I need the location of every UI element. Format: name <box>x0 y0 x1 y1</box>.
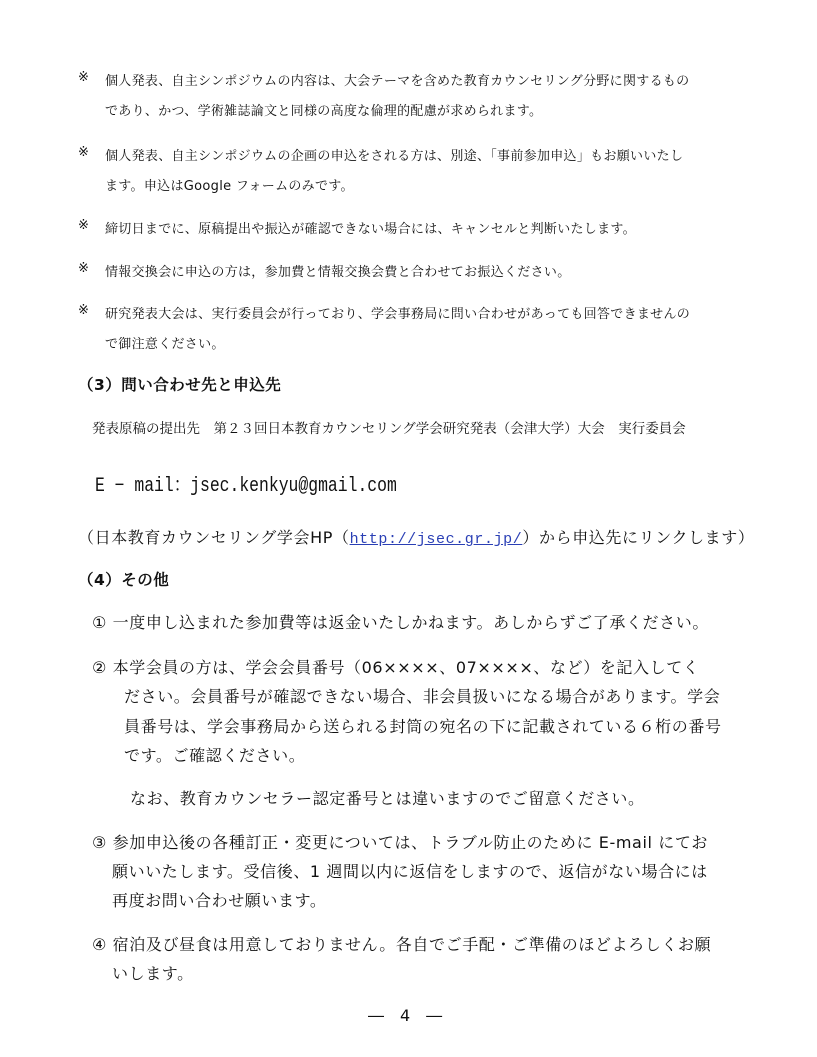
homepage-note <box>78 525 754 548</box>
item-3-line-3: 再度お問い合わせ願います。 <box>112 891 327 910</box>
item-1 <box>92 610 709 633</box>
item-2-line-2: ださい。会員番号が確認できない場合、非会員扱いになる場合があります。学会 <box>124 687 721 706</box>
note-mark: ※ <box>78 261 89 276</box>
homepage-note-prefix: （日本教育カウンセリング学会HP（ <box>78 528 350 547</box>
homepage-link[interactable]: http://jsec.gr.jp/ <box>349 531 523 548</box>
item-number: ① <box>92 613 107 632</box>
note-mark: ※ <box>78 145 89 160</box>
item-2-extra: なお、教育カウンセラー認定番号とは違いますのでご留意ください。 <box>130 789 645 808</box>
note-mark: ※ <box>78 70 89 85</box>
item-2-line-1: 本学会員の方は、学会会員番号（06××××、07××××、など）を記入してく <box>112 658 700 677</box>
item-4-line-1: 宿泊及び昼食は用意しておりません。各自でご手配・ご準備のほどよろしくお願 <box>112 935 712 954</box>
note-3-line-1: 締切日までに、原稿提出や振込が確認できない場合には、キャンセルと判断いたします。 <box>105 222 636 237</box>
item-2 <box>92 655 699 678</box>
note-5-line-2: で御注意ください。 <box>105 337 225 352</box>
note-mark: ※ <box>78 303 89 318</box>
item-2-line-3: 員番号は、学会事務局から送られる封筒の宛名の下に記載されている６桁の番号 <box>124 717 722 736</box>
item-4-line-2: いします。 <box>112 964 194 983</box>
item-1-line-1: 一度申し込まれた参加費等は返金いたしかねます。あしからずご了承ください。 <box>112 613 709 632</box>
note-5-line-1: 研究発表大会は、実行委員会が行っており、学会事務局に問い合わせがあっても回答できませんの <box>105 307 691 322</box>
note-2-line-1: 個人発表、自主シンポジウムの企画の申込をされる方は、別途、「事前参加申込」もお願いいたし <box>105 149 684 164</box>
note-4-line-1: 情報交換会に申込の方は，参加費と情報交換会費と合わせてお振込ください。 <box>105 265 571 280</box>
note-1-line-2: であり、かつ、学術雑誌論文と同様の高度な倫理的配慮が求められます。 <box>105 104 543 119</box>
email-address: E − mail：jsec.kenkyu@gmail.com <box>95 475 397 498</box>
item-3-line-2: 願いいたします。受信後、1 週間以内に返信をしますので、返信がない場合には <box>112 862 708 881</box>
item-3 <box>92 830 708 853</box>
item-4 <box>92 932 711 955</box>
item-number: ④ <box>92 935 107 954</box>
note-1-line-1: 個人発表、自主シンポジウムの内容は、大会テーマを含めた教育カウンセリング分野に関するもの <box>105 74 690 89</box>
item-number: ③ <box>92 833 107 852</box>
item-3-line-1: 参加申込後の各種訂正・変更については、トラブル防止のために E-mail にてお <box>112 833 709 852</box>
note-mark: ※ <box>78 218 89 233</box>
item-number: ② <box>92 658 107 677</box>
submission-line: 発表原稿の提出先 第２３回日本教育カウンセリング学会研究発表（会津大学）大会 実行委員会 <box>92 421 686 437</box>
homepage-note-suffix: ）から申込先にリンクします） <box>522 528 755 547</box>
page-number: ― 4 ― <box>368 1006 443 1025</box>
note-2-line-2: ます。申込はGoogle フォームのみです。 <box>105 179 354 194</box>
section-3-heading: （3）問い合わせ先と申込先 <box>78 376 282 394</box>
item-2-line-4: です。ご確認ください。 <box>124 746 306 765</box>
section-4-heading: （4）その他 <box>78 571 170 589</box>
